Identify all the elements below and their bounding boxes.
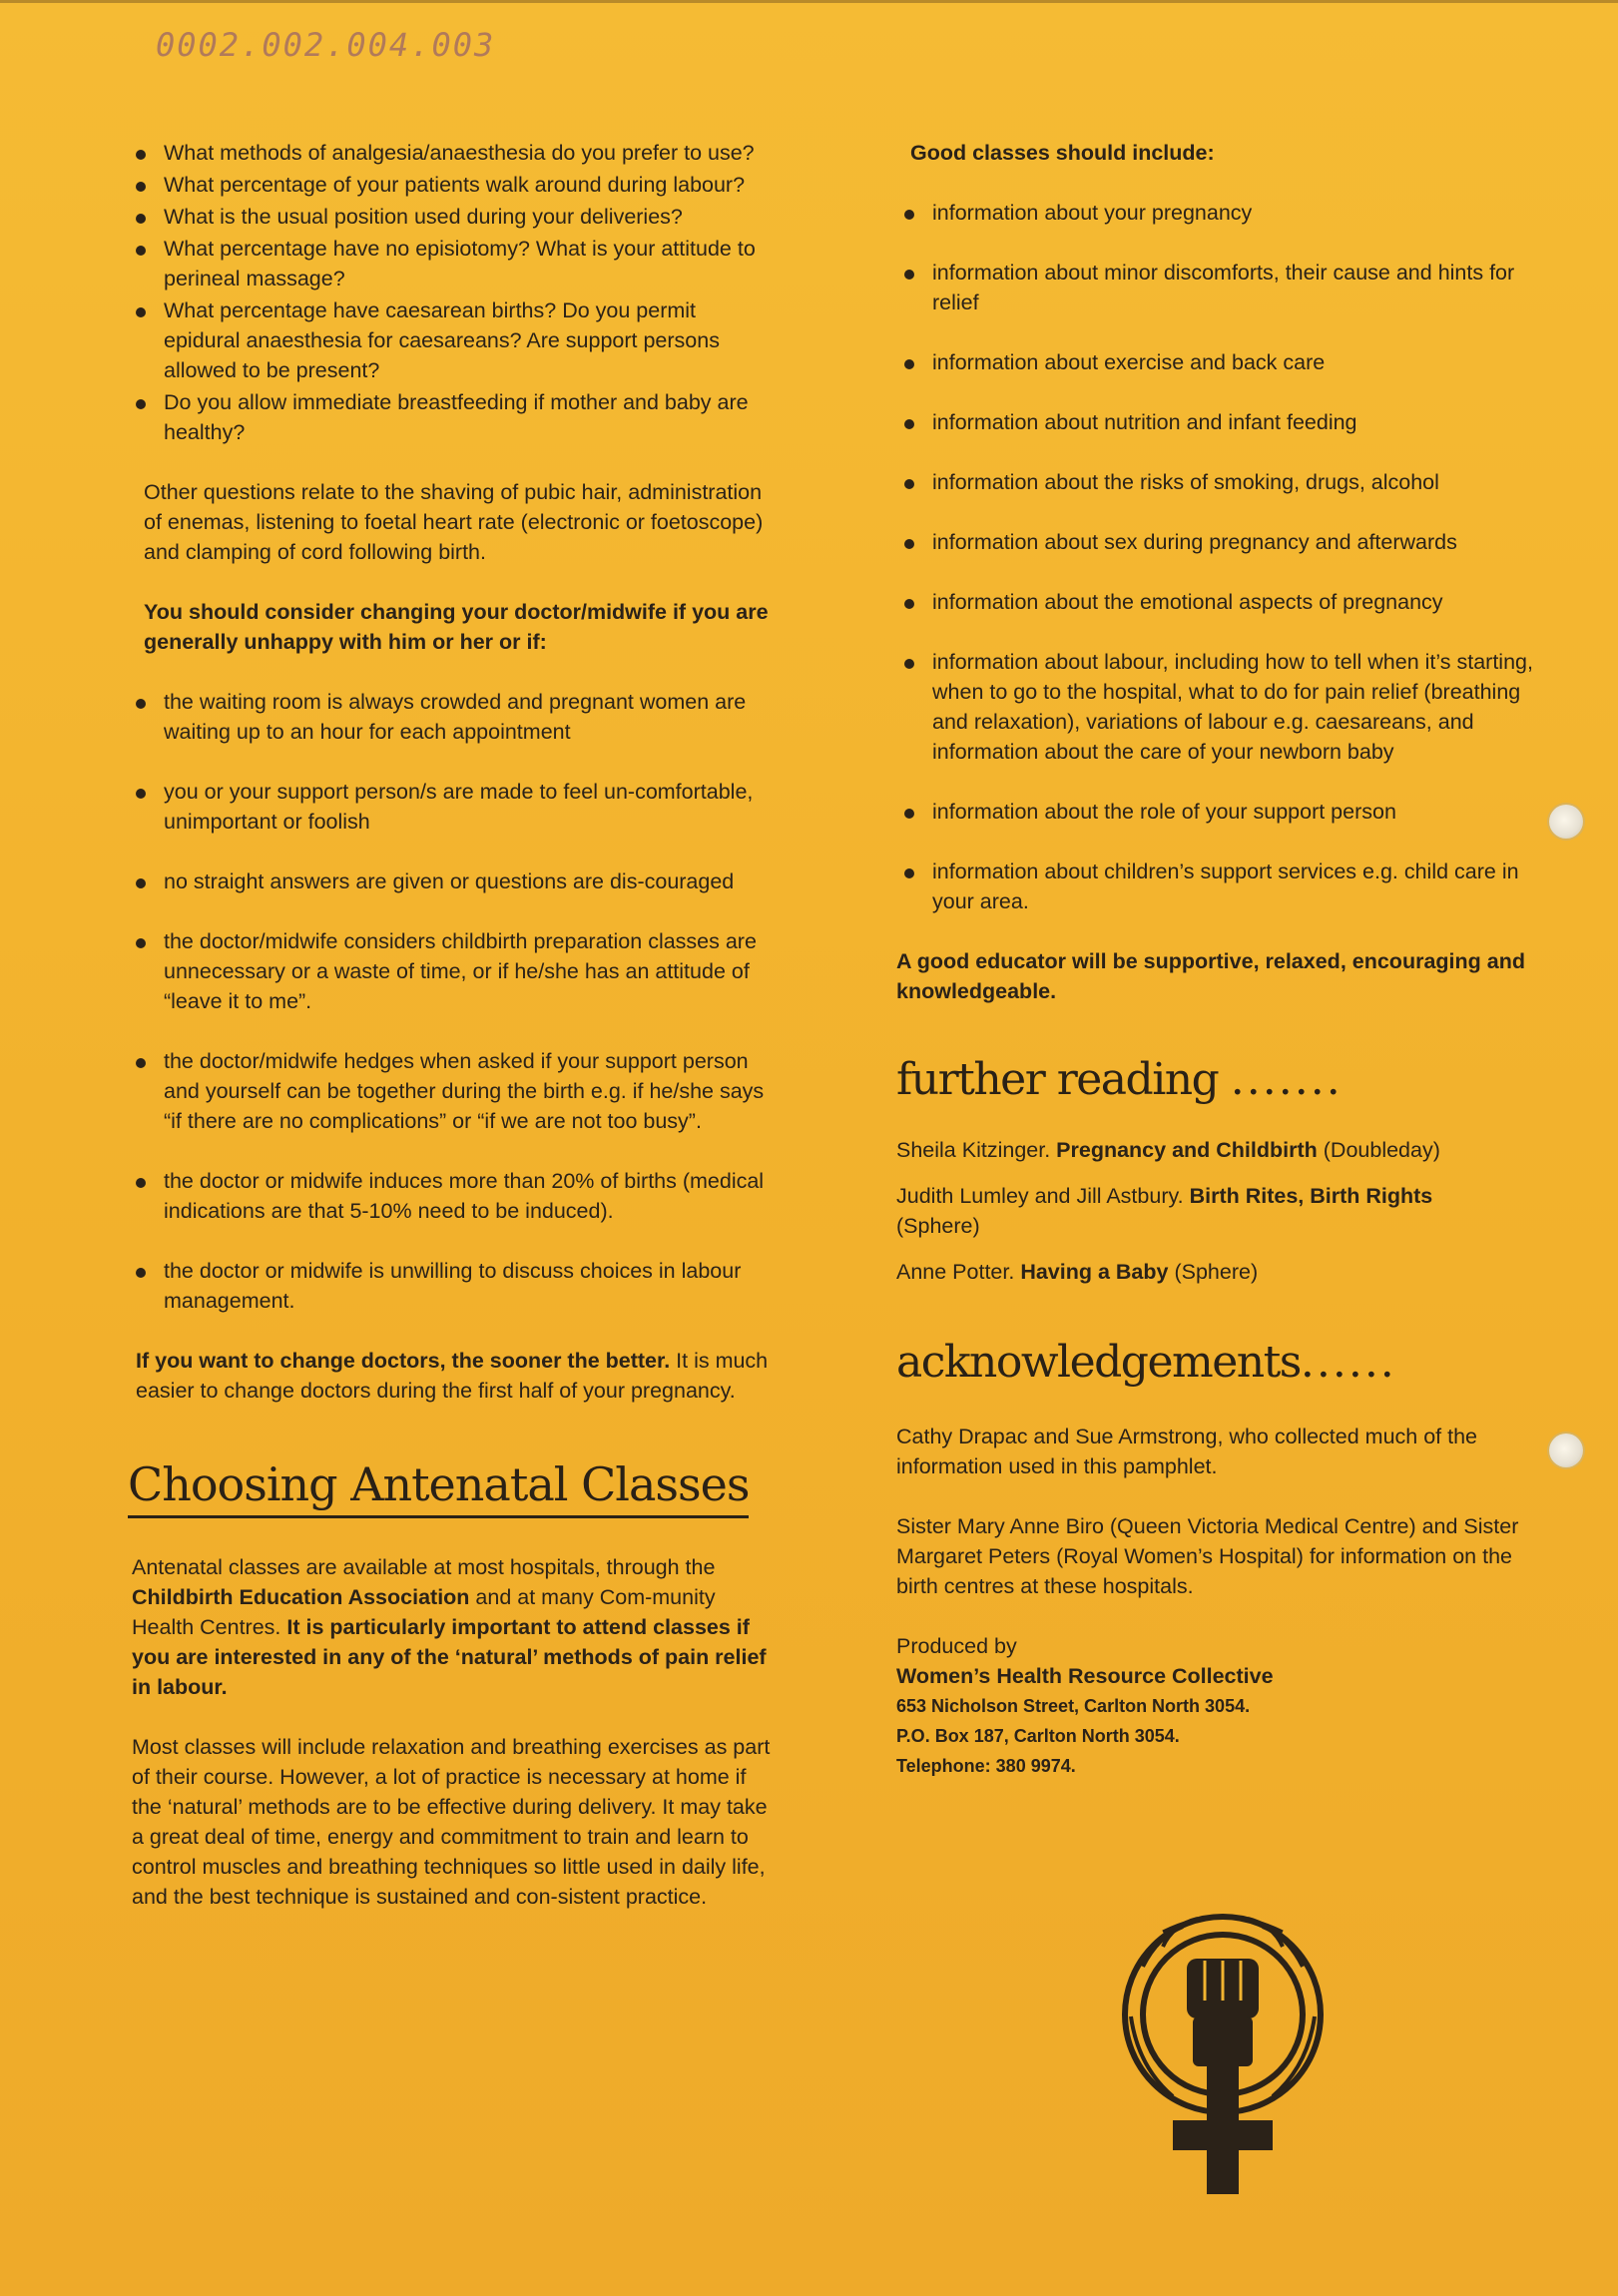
book-entry — [896, 1135, 1555, 1165]
list-item: you or your support person/s are made to feel un-comfortable, unimportant or foolish — [128, 777, 777, 837]
womens-symbol-fist-icon — [1103, 1897, 1343, 2206]
choosing-heading: Choosing Antenatal Classes — [128, 1457, 749, 1518]
book-list — [896, 1135, 1555, 1287]
classes-paragraph-2: Most classes will include relaxation and breathing exercises as part of their course. However, a lot of practice is necessary at home if the ‘natural’ methods are to be effective during delivery. It may take a great deal of time, energy and commitment to train and learn to control muscles and breathing techniques so little used in daily life, and the best technique is sustained and con-sistent practice. — [132, 1735, 771, 1909]
list-item: information about exercise and back care — [896, 347, 1555, 377]
educator-statement: A good educator will be supportive, relaxed, encouraging and knowledgeable. — [896, 949, 1525, 1003]
list-item: What percentage have caesarean births? Do you permit epidural anaesthesia for caesareans? Are support persons allowed to be present? — [128, 295, 767, 385]
right-column — [896, 138, 1555, 1781]
list-item: What methods of analgesia/anaesthesia do you prefer to use? — [128, 138, 767, 168]
address-street: 653 Nicholson Street, Carlton North 3054. — [896, 1696, 1251, 1716]
punch-hole — [1549, 1434, 1583, 1467]
left-column — [128, 138, 777, 1912]
list-item: What is the usual position used during your deliveries? — [128, 202, 767, 232]
acknowledgements-heading — [896, 1337, 1555, 1388]
question-list — [128, 138, 767, 447]
list-item: information about nutrition and infant feeding — [896, 407, 1555, 437]
change-bold: If you want to change doctors, the sooner the better. — [136, 1349, 671, 1373]
acknowledgements-dots: ...... — [1300, 1337, 1396, 1388]
list-item: information about the risks of smoking, drugs, alcohol — [896, 467, 1555, 497]
list-item: information about your pregnancy — [896, 198, 1555, 228]
list-item: information about minor discomforts, their cause and hints for relief — [896, 258, 1555, 317]
book-publisher: (Doubleday) — [1317, 1138, 1440, 1162]
book-publisher: (Sphere) — [1168, 1260, 1259, 1284]
produced-by-label: Produced by — [896, 1634, 1017, 1658]
ack-paragraph-2: Sister Mary Anne Biro (Queen Victoria Medical Centre) and Sister Margaret Peters (Royal Women’s Hospital) for information on the birth centres at these hospitals. — [896, 1514, 1519, 1598]
cea-name: Childbirth Education Association — [132, 1585, 470, 1609]
page-edge — [0, 0, 1618, 3]
book-author: Judith Lumley and Jill Astbury. — [896, 1184, 1190, 1208]
book-title: Birth Rites, Birth Rights — [1189, 1184, 1433, 1208]
book-entry — [896, 1181, 1515, 1241]
list-item: information about the role of your support person — [896, 797, 1555, 827]
list-item: Do you allow immediate breastfeeding if mother and baby are healthy? — [128, 387, 767, 447]
punch-hole — [1549, 805, 1583, 839]
good-classes-heading: Good classes should include: — [910, 141, 1215, 165]
further-reading-title: further reading — [896, 1054, 1219, 1105]
book-author: Anne Potter. — [896, 1260, 1021, 1284]
address-po-box: P.O. Box 187, Carlton North 3054. — [896, 1726, 1180, 1746]
book-entry — [896, 1257, 1555, 1287]
classes-text-a: Antenatal classes are available at most hospitals, through the — [132, 1555, 716, 1579]
acknowledgements-title: acknowledgements — [896, 1337, 1301, 1388]
reasons-list — [128, 687, 777, 1316]
telephone: Telephone: 380 9974. — [896, 1756, 1076, 1776]
book-publisher: (Sphere) — [896, 1214, 980, 1238]
list-item: the doctor/midwife hedges when asked if your support person and yourself can be together during the birth e.g. if he/she says “if there are no complications” or “if we are not too busy”. — [128, 1046, 777, 1136]
further-reading-dots: ....... — [1230, 1054, 1343, 1105]
list-item: the doctor/midwife considers childbirth preparation classes are unnecessary or a waste of time, or if he/she has an attitude of “leave it to me”. — [128, 926, 777, 1016]
book-author: Sheila Kitzinger. — [896, 1138, 1057, 1162]
other-questions-paragraph: Other questions relate to the shaving of pubic hair, administration of enemas, listening to foetal heart rate (electronic or foetoscope) and clamping of cord following birth. — [144, 480, 764, 564]
classes-text-c: and at many Com-munity Health Centres. — [132, 1585, 716, 1639]
list-item: the waiting room is always crowded and pregnant women are waiting up to an hour for each appointment — [128, 687, 777, 747]
consider-heading: You should consider changing your doctor/midwife if you are generally unhappy with him or her or if: — [144, 600, 769, 654]
list-item: no straight answers are given or questions are dis-couraged — [128, 866, 777, 896]
book-title: Having a Baby — [1020, 1260, 1169, 1284]
book-title: Pregnancy and Childbirth — [1056, 1138, 1318, 1162]
list-item: information about children’s support services e.g. child care in your area. — [896, 857, 1555, 916]
list-item: information about sex during pregnancy and afterwards — [896, 527, 1555, 557]
list-item: the doctor or midwife induces more than 20% of births (medical indications are that 5-10% need to be induced). — [128, 1166, 777, 1226]
change-doctors-paragraph — [128, 1346, 777, 1406]
change-rest: It is much easier to change doctors during the first half of your pregnancy. — [136, 1349, 769, 1403]
good-classes-list — [896, 198, 1555, 916]
list-item: information about labour, including how to tell when it’s starting, when to go to the hospital, what to do for pain relief (breathing and relaxation), variations of labour e.g. caesareans, and information about the care of your newborn baby — [896, 647, 1555, 767]
classes-paragraph-1 — [128, 1552, 777, 1702]
list-item: What percentage of your patients walk around during labour? — [128, 170, 767, 200]
organisation-name: Women’s Health Resource Collective — [896, 1664, 1274, 1688]
choosing-heading-wrap — [128, 1457, 777, 1518]
catalog-number: 0002.002.004.003 — [156, 26, 496, 64]
classes-emphasis: It is particularly important to attend classes if you are interested in any of the ‘natural’ methods of pain relief in labour. — [132, 1615, 767, 1699]
list-item: What percentage have no episiotomy? What is your attitude to perineal massage? — [128, 234, 767, 293]
list-item: the doctor or midwife is unwilling to discuss choices in labour management. — [128, 1256, 777, 1316]
ack-paragraph-1: Cathy Drapac and Sue Armstrong, who collected much of the information used in this pamphlet. — [896, 1425, 1478, 1478]
further-reading-heading — [896, 1054, 1555, 1105]
list-item: information about the emotional aspects of pregnancy — [896, 587, 1555, 617]
